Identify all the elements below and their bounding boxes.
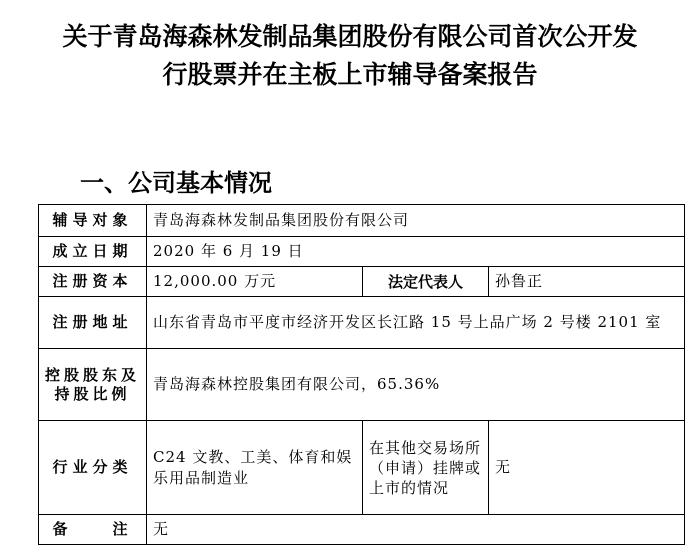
tutor-label: 辅导对象 [39,205,147,237]
remarks-value: 无 [147,515,685,545]
table-row [39,421,685,515]
company-info-table [38,204,685,545]
other-listing-value: 无 [489,421,685,515]
legal-rep-value: 孙鲁正 [489,267,685,297]
holder-value: 青岛海森林控股集团有限公司，65.36% [147,349,685,421]
title-line-1: 关于青岛海森林发制品集团股份有限公司首次公开发 [62,22,638,51]
founded-label: 成立日期 [39,237,147,267]
title-line-2: 行股票并在主板上市辅导备案报告 [162,60,538,89]
table-row [39,515,685,545]
address-value: 山东省青岛市平度市经济开发区长江路 15 号上品广场 2 号楼 2101 室 [147,297,685,349]
other-listing-label: 在其他交易场所（申请）挂牌或上市的情况 [363,421,489,515]
document-title [0,18,700,94]
table-row [39,349,685,421]
section-heading: 一、公司基本情况 [80,169,272,197]
industry-value: C24 文教、工美、体育和娱乐用品制造业 [147,421,363,515]
tutor-value: 青岛海森林发制品集团股份有限公司 [147,205,685,237]
table-row [39,297,685,349]
industry-label: 行业分类 [39,421,147,515]
table-row [39,237,685,267]
table-row [39,267,685,297]
capital-label: 注册资本 [39,267,147,297]
remarks-label: 备 注 [39,515,147,545]
holder-label: 控股股东及持股比例 [39,349,147,421]
address-label: 注册地址 [39,297,147,349]
legal-rep-label: 法定代表人 [363,267,489,297]
table-row [39,205,685,237]
founded-value: 2020 年 6 月 19 日 [147,237,685,267]
capital-value: 12,000.00 万元 [147,267,363,297]
